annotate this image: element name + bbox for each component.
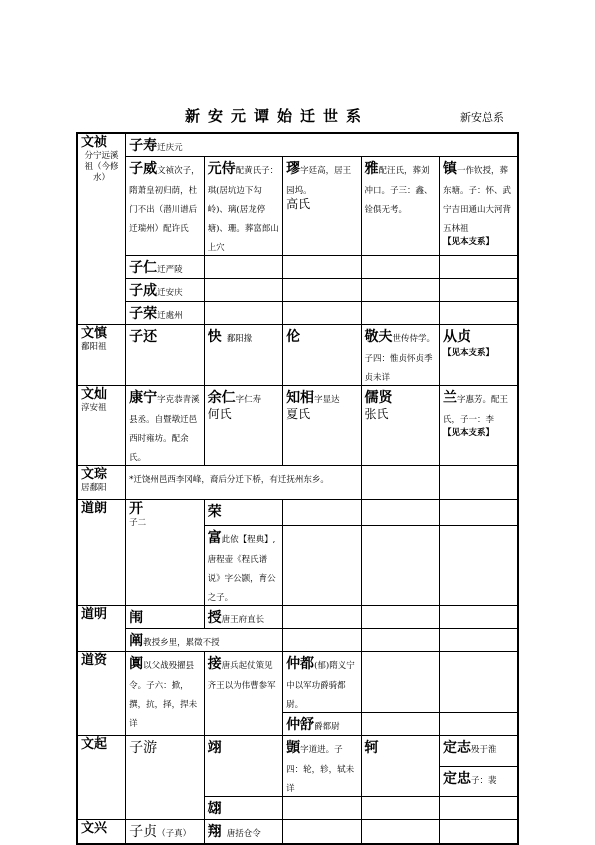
person-note: 字廷高，居王园坞。: [286, 166, 352, 196]
person-name: 子贞: [129, 824, 158, 840]
gen-note: 分宁远溪祖（今修水）: [84, 151, 119, 183]
spouse: 张氏: [364, 407, 389, 421]
person-note: 爵都尉: [314, 722, 340, 732]
person-name: 伦: [286, 329, 301, 345]
gen-cell-daozi: [77, 652, 126, 736]
person-name: 敬夫: [364, 329, 393, 345]
person-note: 字仁寿: [235, 395, 262, 405]
person-note: 子二: [129, 518, 147, 528]
person-cell: [204, 736, 282, 797]
page-title: 新安元谭始迁世系: [185, 107, 370, 125]
person-cell: [204, 820, 282, 844]
gen-cell-wenshen: [77, 325, 126, 386]
person-note: 配黄氏子：琪(居坑边下勾岭)、璃(居龙停塘)、珊。葬富郎山上穴: [207, 166, 279, 253]
person-note: 迁安庆: [157, 288, 183, 298]
person-cell: [126, 279, 204, 302]
gen-name: 道朗: [81, 501, 108, 516]
person-cell: [204, 386, 282, 466]
person-name: 子荣: [129, 306, 158, 322]
person-name: 快: [207, 329, 222, 345]
person-name: 定忠: [443, 770, 471, 787]
spouse: 高氏: [286, 197, 311, 211]
gen-cell-wenqi: [77, 736, 126, 820]
person-cell: [283, 325, 361, 386]
person-name: 翃: [207, 801, 222, 817]
gen-cell-daoming: [77, 606, 126, 652]
person-cell: [204, 797, 282, 820]
gen-cell-daolang: [77, 500, 126, 606]
person-cell: [126, 157, 204, 256]
person-note: 文祯次子，隋萧皇初归荫，杜门不出（潜川谱后迁瑞州）配许氏: [129, 166, 200, 234]
person-note: 字道进。子四：轮，轸，轼未详: [286, 745, 355, 794]
person-cell: [204, 157, 282, 256]
person-cell: [283, 157, 361, 256]
person-name: 知相: [286, 390, 315, 406]
spouse: 何氏: [207, 407, 232, 421]
gen-name: 文慎: [81, 326, 108, 341]
person-name: 仲都: [286, 656, 315, 672]
person-name: 富: [207, 530, 222, 546]
person-name: 开: [129, 501, 144, 517]
person-note: 世传侍学。子四：惟贞怀贞季贞未详: [364, 334, 436, 383]
person-name: 镇: [443, 161, 457, 177]
person-name: 授: [207, 610, 222, 626]
person-cell: [283, 386, 361, 466]
person-cell: [440, 766, 519, 797]
person-cell: [204, 652, 282, 736]
person-cell: [440, 157, 519, 256]
person-note: 唐括仓令: [226, 829, 261, 839]
person-cell: [361, 736, 439, 797]
person-name: 璆: [286, 161, 301, 177]
reference-note: 【见本支系】: [443, 237, 495, 247]
person-name: 康宁: [129, 390, 158, 406]
gen-note: 居鄱阳: [81, 483, 107, 493]
gen-cell-wenzhen: [77, 133, 126, 325]
gen-name: 文兴: [81, 821, 108, 836]
person-name: 从贞: [443, 329, 471, 345]
person-cell: [204, 325, 282, 386]
spouse: 夏氏: [286, 407, 311, 421]
person-cell: [126, 500, 204, 606]
person-note: 迁庆元: [157, 143, 183, 153]
person-cell: [126, 133, 518, 157]
person-cell: [440, 325, 519, 386]
reference-note: 【见本支系】: [443, 428, 495, 438]
person-cell: [126, 325, 204, 386]
person-cell: [283, 713, 361, 736]
person-name: 翔: [207, 824, 222, 840]
person-name: 闱: [129, 610, 144, 626]
person-cell: [126, 466, 361, 500]
person-name: 子仁: [129, 260, 158, 276]
reference-note: 【见本支系】: [443, 348, 495, 358]
person-note: 殁于淮: [471, 745, 497, 755]
person-note: 字惠芳。配王氏，子一：李: [443, 395, 509, 425]
person-cell: [126, 386, 204, 466]
person-note: 此依【程典】,唐程壶《程氏谱说》字公颢，育公之子。: [207, 535, 276, 603]
person-cell: [126, 302, 204, 325]
gen-note: 鄱阳祖: [81, 342, 107, 352]
person-note: 迁严陵: [157, 265, 183, 275]
person-note: 唐兵起仗策见齐王以为伟曹参军: [207, 661, 276, 691]
person-cell: [361, 325, 439, 386]
person-cell: [361, 157, 439, 256]
person-name: 子游: [129, 740, 158, 756]
person-name: 雅: [364, 161, 379, 177]
person-name: 儒贤: [364, 390, 393, 406]
person-note: （子真）: [157, 829, 192, 839]
person-cell: [126, 820, 204, 844]
person-name: 子威: [129, 161, 158, 177]
gen-name: 文琮: [81, 467, 108, 482]
gen-note: 淳安祖: [81, 403, 107, 413]
page-subtitle: 新安总系: [460, 111, 504, 124]
person-note: 子：裴: [471, 775, 497, 786]
person-note: *迁饶州邑西李冈峰，裔后分迁下桥，有迁抚州东乡。: [129, 475, 329, 485]
person-name: 仲舒: [286, 717, 315, 733]
gen-name: 道明: [81, 607, 108, 622]
person-note: 鄱阳掾: [226, 334, 253, 344]
person-cell: [126, 606, 204, 629]
person-cell: [126, 652, 204, 736]
person-cell: [126, 256, 204, 279]
person-cell: [361, 386, 439, 466]
genealogy-table: [76, 132, 519, 845]
person-name: 阐: [129, 633, 144, 649]
person-cell: [204, 606, 282, 629]
person-name: 接: [207, 656, 222, 672]
person-note: 以父战殁擢县令。子六：掀，撰，抗，择，捍未详: [129, 661, 198, 729]
person-cell: [283, 652, 361, 713]
person-note: 字显达: [314, 395, 340, 405]
person-name: 子还: [129, 329, 158, 345]
person-cell: [440, 736, 519, 767]
person-note: 配汪氏，葬刘冲口。子三：鑫、铨俱无考。: [364, 166, 433, 215]
person-name: 翊: [207, 740, 222, 756]
person-name: 定志: [443, 740, 471, 756]
gen-name: 文起: [81, 737, 108, 752]
person-name: 兰: [443, 390, 457, 406]
person-name: 顗: [286, 740, 301, 756]
person-cell: [204, 500, 282, 526]
person-cell: [126, 736, 204, 820]
person-cell: [126, 629, 283, 652]
person-cell: [440, 386, 519, 466]
person-note: 字克恭青溪县丞。自暨墩迁邑西时雍坊。配余氏。: [129, 395, 200, 463]
person-note: 唐王府直长: [221, 615, 265, 625]
person-note: (郁)隋义宁中以军功爵骑都尉。: [286, 661, 355, 710]
person-name: 子寿: [129, 138, 158, 154]
gen-cell-wenxing: [77, 820, 126, 844]
person-name: 子成: [129, 283, 158, 299]
person-note: 教授乡里，累徵不授: [143, 638, 220, 648]
person-name: 元侍: [207, 161, 236, 177]
gen-name: 道资: [81, 653, 108, 668]
person-name: 阗: [129, 656, 144, 672]
person-note: 一作钦授，葬东塘。子：怀、武宁吉田通山大河背五林祖: [443, 166, 512, 234]
gen-cell-wencan: [77, 386, 126, 466]
person-name: 余仁: [207, 390, 236, 406]
person-note: 迁處州: [157, 311, 183, 321]
gen-cell-wencong: [77, 466, 126, 500]
person-cell: [283, 736, 361, 797]
person-name: 荣: [207, 504, 222, 520]
person-cell: [204, 526, 282, 606]
person-name: 轲: [364, 740, 379, 756]
gen-name: 文灿: [81, 387, 108, 402]
gen-name: 文祯: [81, 135, 108, 150]
